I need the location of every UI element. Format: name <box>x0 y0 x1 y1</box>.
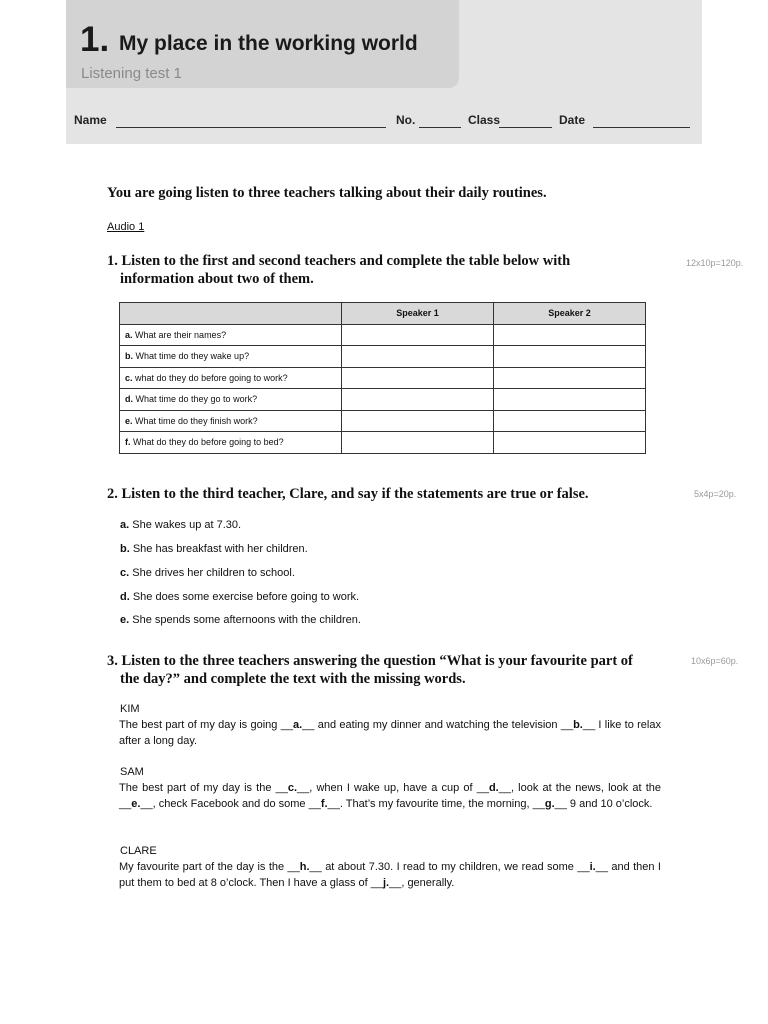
text: __ 9 and 10 o’clock. <box>554 798 653 810</box>
question-3-line2: the day?” and complete the text with the missing words. <box>120 671 466 687</box>
row-letter: d. <box>125 394 133 405</box>
paragraph-kim <box>119 717 661 749</box>
gap-label: h. <box>299 861 310 873</box>
speaker-name-clare: CLARE <box>120 845 157 857</box>
statement-letter: d. <box>120 591 130 603</box>
answer-cell-speaker-2[interactable] <box>494 367 646 389</box>
table-row-question <box>120 389 342 411</box>
speaker-name-sam: SAM <box>120 766 144 778</box>
answer-cell-speaker-1[interactable] <box>342 367 494 389</box>
table-row <box>120 367 646 389</box>
row-letter: b. <box>125 351 133 362</box>
name-field[interactable] <box>116 127 386 128</box>
statement-item <box>120 591 359 603</box>
table-header-speaker-2: Speaker 2 <box>494 303 646 325</box>
gap-label: e. <box>131 798 141 810</box>
text: __. That’s my favourite time, the morning, __ <box>327 798 545 810</box>
speaker-name-kim: KIM <box>120 703 140 715</box>
text: __ and eating my dinner and watching the television __ <box>302 719 574 731</box>
class-field[interactable] <box>499 127 552 128</box>
unit-number: 1. <box>80 20 110 59</box>
table-header-row <box>120 303 646 325</box>
table-row-question <box>120 432 342 454</box>
statement-text: She drives her children to school. <box>132 567 295 579</box>
table-header-blank <box>120 303 342 325</box>
row-text: What time do they go to work? <box>135 394 258 405</box>
number-label: No. <box>396 113 416 127</box>
answer-cell-speaker-1[interactable] <box>342 410 494 432</box>
table-row-question <box>120 346 342 368</box>
answer-cell-speaker-1[interactable] <box>342 346 494 368</box>
paragraph-clare <box>119 859 661 891</box>
row-letter: a. <box>125 329 133 340</box>
table-row <box>120 432 646 454</box>
gap-label: g. <box>544 798 555 810</box>
table-row <box>120 389 646 411</box>
text: __ at about 7.30. I read to my children, we read some __ <box>309 861 590 873</box>
statement-text: She does some exercise before going to work. <box>132 591 360 603</box>
table-row <box>120 324 646 346</box>
statement-item <box>120 543 308 555</box>
text: __ and then I put them to bed at 8 o’clock. Then I have a glass of __ <box>119 861 661 889</box>
row-letter: c. <box>125 372 133 383</box>
question-3-score: 10x6p=60p. <box>691 656 739 666</box>
table-row-question <box>120 410 342 432</box>
statement-text: She wakes up at 7.30. <box>132 519 242 531</box>
text: The best part of my day is going __ <box>119 719 293 731</box>
class-label: Class <box>468 113 501 127</box>
gap-label: a. <box>292 719 303 731</box>
row-text: What time do they wake up? <box>135 351 250 362</box>
table-row <box>120 410 646 432</box>
audio-label: Audio 1 <box>107 221 145 233</box>
row-letter: f. <box>125 437 131 448</box>
text: __ I like to relax after a long day. <box>119 719 661 747</box>
answer-cell-speaker-2[interactable] <box>494 389 646 411</box>
text: __, when I wake up, have a cup of __ <box>297 782 489 794</box>
question-2-score: 5x4p=20p. <box>694 489 737 499</box>
statement-text: She has breakfast with her children. <box>132 543 308 555</box>
name-label: Name <box>74 113 107 127</box>
table-row-question <box>120 367 342 389</box>
table-header-speaker-1: Speaker 1 <box>342 303 494 325</box>
statement-item <box>120 567 295 579</box>
date-field[interactable] <box>593 127 690 128</box>
question-2: 2. Listen to the third teacher, Clare, and say if the statements are true or false. <box>107 486 589 502</box>
text: __, look at the news, look at the __ <box>119 782 661 810</box>
row-letter: e. <box>125 415 133 426</box>
statement-letter: a. <box>120 519 130 531</box>
question-3-line1: 3. Listen to the three teachers answering the question “What is your favourite part of <box>107 653 633 669</box>
statement-text: She spends some afternoons with the children. <box>132 614 361 626</box>
answer-cell-speaker-1[interactable] <box>342 324 494 346</box>
speaker-table <box>119 302 646 454</box>
gap-label: b. <box>573 719 583 731</box>
statement-letter: b. <box>120 543 130 555</box>
answer-cell-speaker-2[interactable] <box>494 432 646 454</box>
answer-cell-speaker-1[interactable] <box>342 432 494 454</box>
gap-label: c. <box>287 782 298 794</box>
text: __, check Facebook and do some __ <box>140 798 321 810</box>
number-field[interactable] <box>419 127 461 128</box>
text: My favourite part of the day is the __ <box>119 861 300 873</box>
gap-label: d. <box>488 782 499 794</box>
row-text: What time do they finish work? <box>135 415 258 426</box>
gap-label: i. <box>589 861 596 873</box>
question-1-score: 12x10p=120p. <box>686 258 744 268</box>
gap-label: j. <box>382 877 390 889</box>
statement-letter: e. <box>120 614 130 626</box>
paragraph-sam <box>119 780 661 812</box>
statement-item <box>120 614 361 626</box>
table-row-question <box>120 324 342 346</box>
row-text: What are their names? <box>135 329 227 340</box>
statement-letter: c. <box>120 567 130 579</box>
text: __, generally. <box>389 877 455 889</box>
answer-cell-speaker-2[interactable] <box>494 346 646 368</box>
intro-text: You are going listen to three teachers talking about their daily routines. <box>107 185 547 201</box>
answer-cell-speaker-2[interactable] <box>494 410 646 432</box>
answer-cell-speaker-2[interactable] <box>494 324 646 346</box>
row-text: what do they do before going to work? <box>135 372 288 383</box>
text: The best part of my day is the __ <box>119 782 288 794</box>
row-text: What do they do before going to bed? <box>133 437 284 448</box>
question-1-line1: 1. Listen to the first and second teachers and complete the table below with <box>107 253 571 269</box>
answer-cell-speaker-1[interactable] <box>342 389 494 411</box>
page-subtitle: Listening test 1 <box>81 65 182 82</box>
question-1-line2: information about two of them. <box>120 271 314 287</box>
date-label: Date <box>559 113 586 127</box>
statement-item <box>120 519 241 531</box>
gap-label: f. <box>320 798 328 810</box>
page-title: My place in the working world <box>119 32 418 55</box>
table-row <box>120 346 646 368</box>
